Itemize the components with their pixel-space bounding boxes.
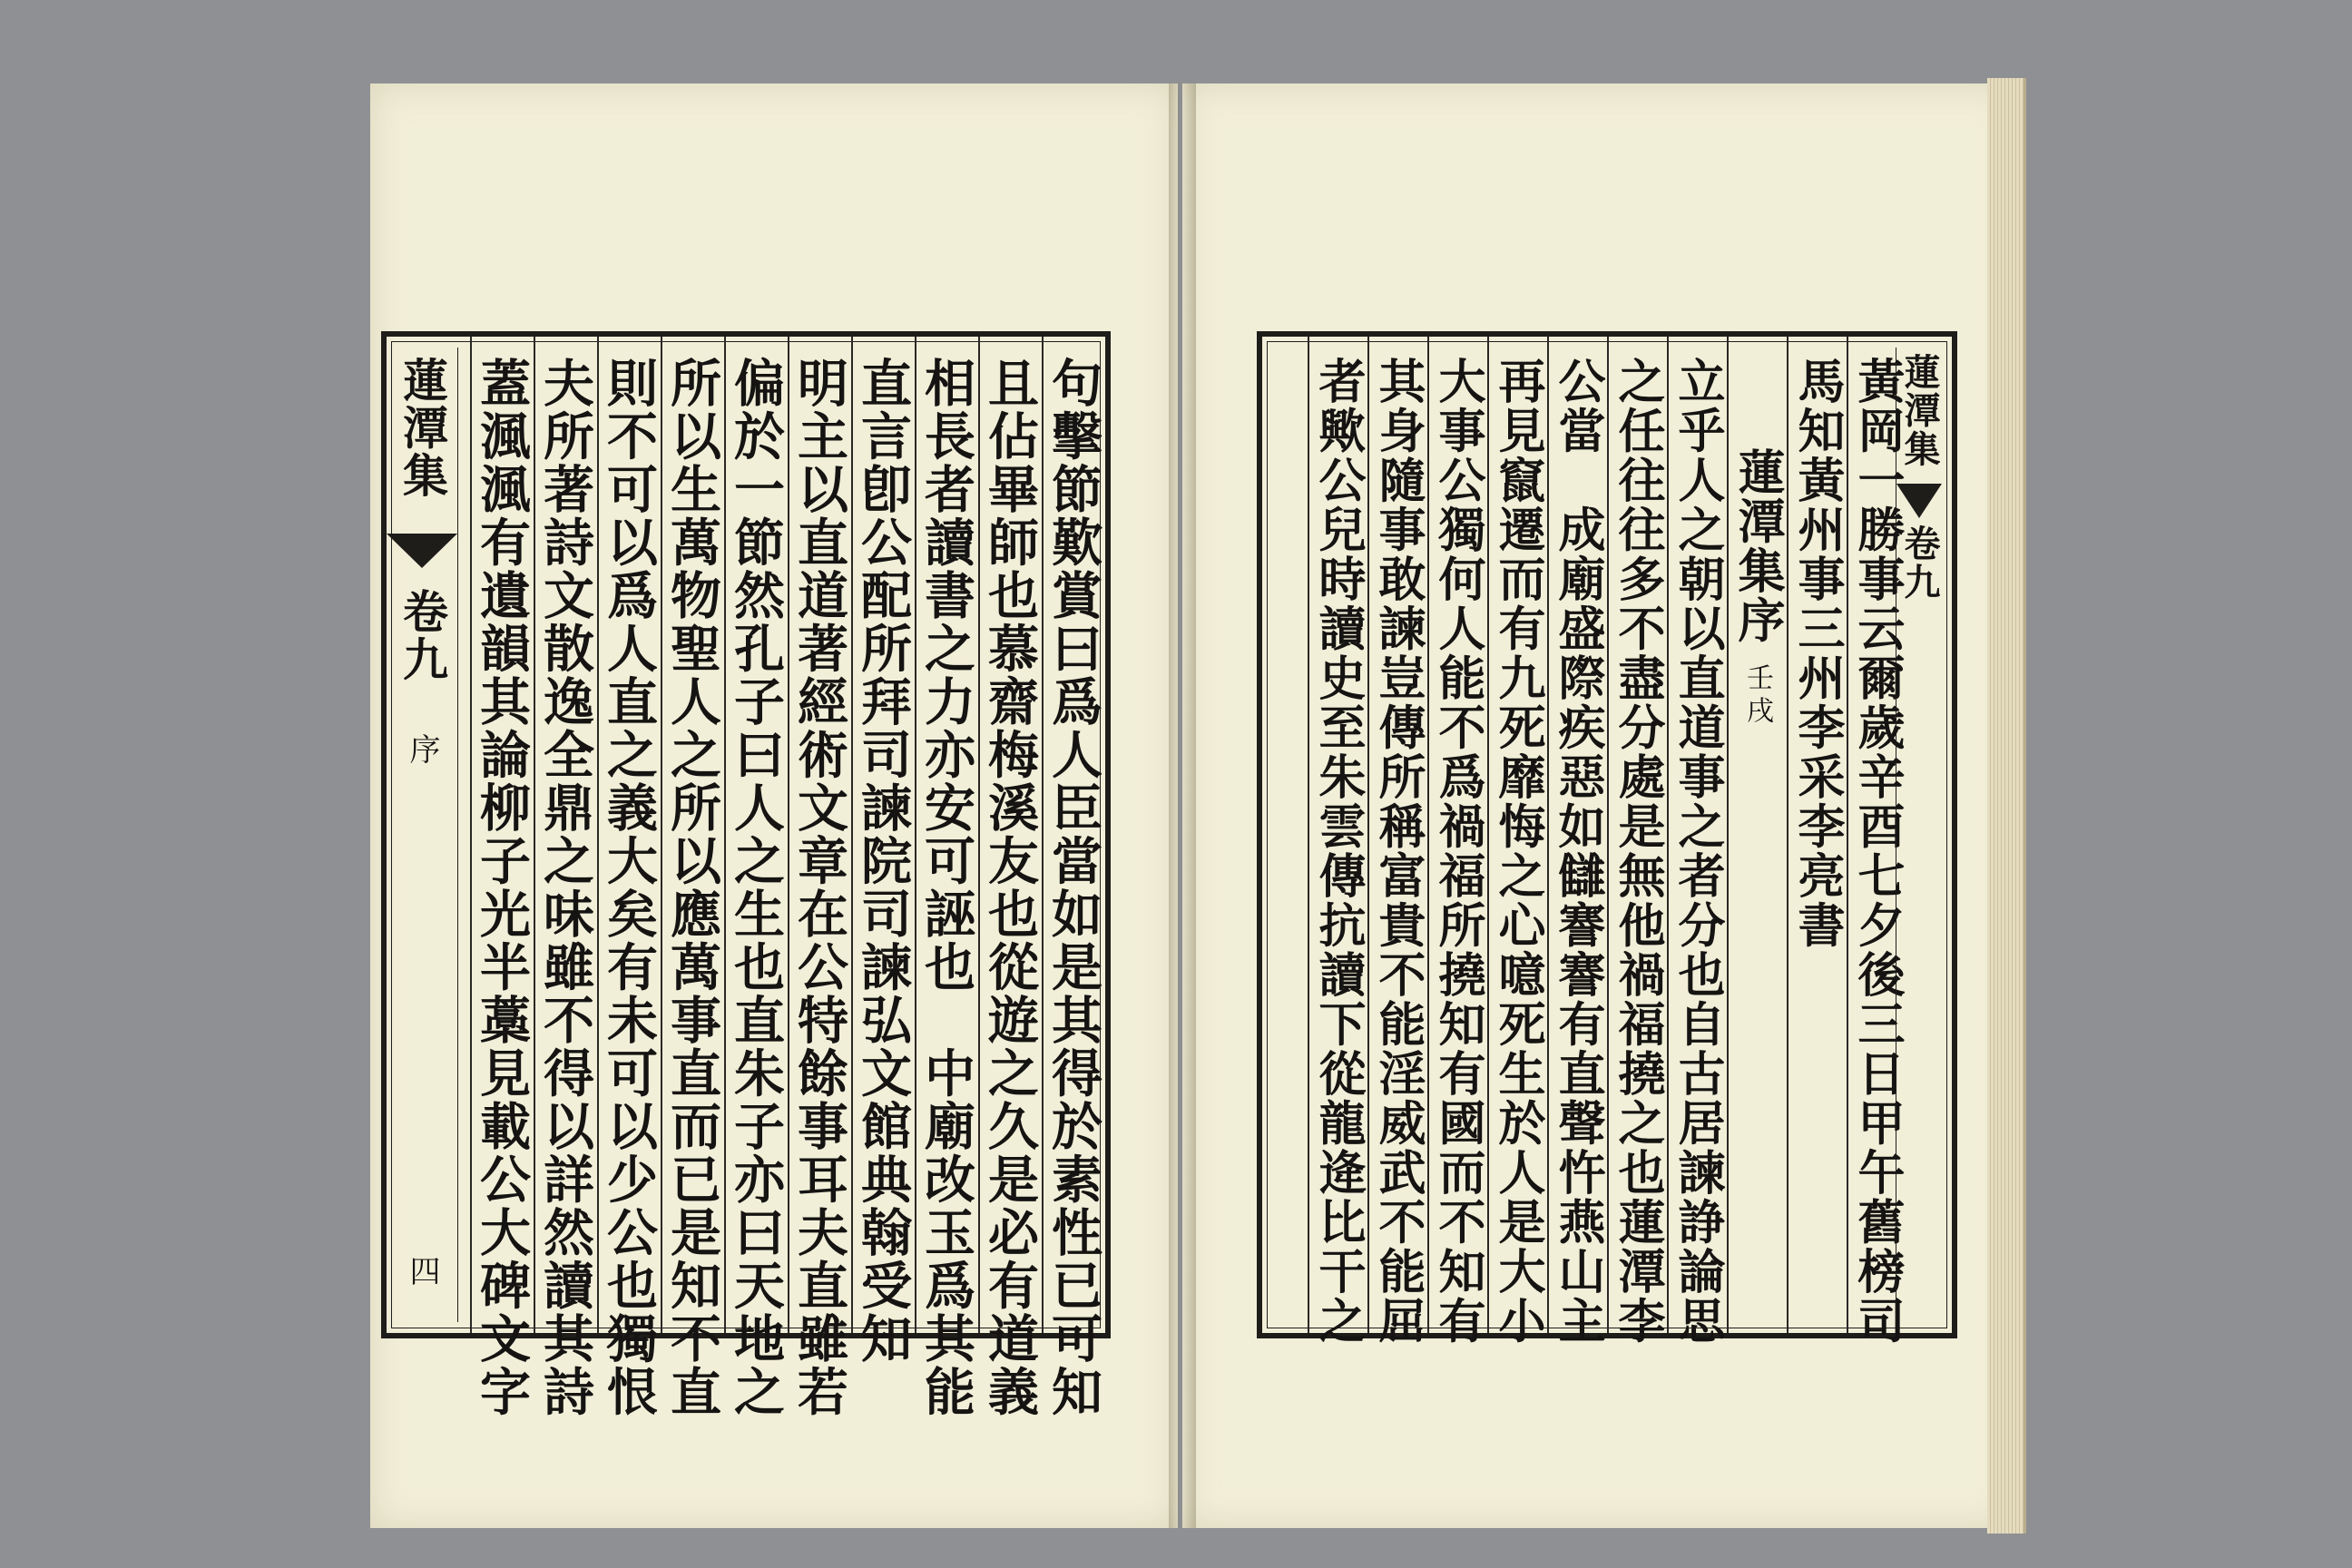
column-text: 其身隨事敢諫豈傳所稱富貴不能淫威武不能屈 [1370, 357, 1426, 1346]
column-rule [1607, 337, 1609, 1333]
margin-volume-text: 卷九 [1898, 524, 1941, 602]
text-column [661, 357, 724, 1418]
column-rule [661, 337, 662, 1333]
column-text: 且佔畢師也慕齋梅溪友也從遊之久是必有道義 [980, 357, 1040, 1418]
column-rule [724, 337, 726, 1333]
column-rule [1308, 337, 1309, 1333]
book-gutter [1169, 83, 1196, 1528]
column-text: 則不可以爲人直之義大矣有未可以少公也獨恨 [599, 357, 659, 1418]
fishtail-mark [387, 534, 457, 568]
column-text: 夫所著詩文散逸全鼎之味雖不得以詳然讀其詩 [535, 357, 595, 1418]
page-edges [1987, 78, 2026, 1534]
column-text: 蓋渢渢有遺韻其論柳子光半藁見載公大碑文字 [472, 357, 532, 1418]
column-rule [1667, 337, 1669, 1333]
text-column [1607, 357, 1667, 1346]
section-title-column [1727, 357, 1787, 1313]
margin-volume-text: 卷九 [396, 588, 449, 683]
column-rule [978, 337, 980, 1333]
text-column [1427, 357, 1487, 1346]
column-rule [1727, 337, 1729, 1333]
text-column [915, 357, 978, 1418]
column-rule [597, 337, 599, 1333]
text-column [1787, 357, 1847, 1313]
column-rule [1367, 337, 1369, 1333]
column-rule [1487, 337, 1489, 1333]
column-rule [1042, 337, 1044, 1333]
column-rule [470, 337, 472, 1333]
column-text: 公當 成廟盛際疾惡如讎謇謇有直聲忤燕山主 [1550, 357, 1605, 1346]
margin-title-text: 蓮潭集 [396, 357, 449, 500]
column-text: 黃岡一勝事云爾歲辛酉七夕後三日甲午舊榜司 [1849, 357, 1905, 1346]
text-column [597, 357, 661, 1418]
margin-title-text: 蓮潭集 [1898, 353, 1941, 469]
column-text: 句擊節歎賞曰爲人臣當如是其得於素性已可知 [1044, 357, 1103, 1418]
column-text: 相長者讀書之力亦安可誣也 中廟改玉爲其能 [916, 357, 976, 1418]
column-rule [1427, 337, 1429, 1333]
text-column [1042, 357, 1105, 1418]
text-column [788, 357, 851, 1418]
text-column [1487, 357, 1547, 1346]
left-text-frame [381, 331, 1111, 1418]
column-rule [1787, 337, 1788, 1333]
column-rule [915, 337, 916, 1333]
text-column [724, 357, 788, 1418]
title-with-note [1727, 447, 1787, 729]
section-title: 蓮潭集序 [1730, 447, 1785, 645]
column-text: 所以生萬物聖人之所以應萬事直而已是知不直 [662, 357, 722, 1418]
text-column [470, 357, 534, 1418]
text-column [851, 357, 915, 1366]
text-column [978, 357, 1042, 1418]
column-rule [1547, 337, 1549, 1333]
margin-section [387, 733, 457, 767]
column-text: 馬知黃州事三州李采李亮書 [1789, 357, 1845, 950]
text-column [1308, 357, 1367, 1346]
column-rule [788, 337, 789, 1333]
column-text: 再見竄遷而有九死靡悔之心噫死生於人是大小 [1490, 357, 1545, 1346]
column-text: 直言卽公配所拜司諫院司諫弘文館典翰受知 [853, 357, 913, 1366]
column-rule [534, 337, 535, 1333]
column-text: 大事公獨何人能不爲禍福所撓知有國而不知有 [1430, 357, 1485, 1346]
column-text: 偏於一節然孔子曰人之生也直朱子亦曰天地之 [726, 357, 786, 1418]
column-text: 立乎人之朝以直道事之者分也自古居諫諍論思 [1670, 357, 1725, 1346]
column-text: 者歟公兒時讀史至朱雲傳抗讀下從龍逄比干之 [1310, 357, 1366, 1346]
column-rule [1847, 337, 1848, 1333]
page-number [387, 1255, 457, 1289]
fishtail-mark [1896, 484, 1942, 518]
page-margin-strip [1896, 348, 1942, 1322]
right-text-frame [1257, 331, 1957, 1346]
margin-book-title [387, 357, 457, 500]
margin-volume [1896, 524, 1942, 602]
column-text: 之任往往多不盡分處是無他禍福撓之也蓮潭李 [1610, 357, 1665, 1346]
page-margin-strip [387, 348, 458, 1322]
text-column [534, 357, 597, 1418]
page-number-text: 四 [404, 1255, 440, 1289]
margin-book-title [1896, 353, 1942, 469]
column-text: 明主以直道著經術文章在公特餘事耳夫直雖若 [789, 357, 849, 1418]
column-rule [851, 337, 853, 1333]
section-date-note: 壬戌 [1741, 663, 1773, 729]
text-column [1547, 357, 1607, 1346]
text-column [1367, 357, 1427, 1346]
margin-section-text: 序 [404, 733, 440, 767]
text-column [1667, 357, 1727, 1346]
margin-volume [387, 588, 457, 683]
